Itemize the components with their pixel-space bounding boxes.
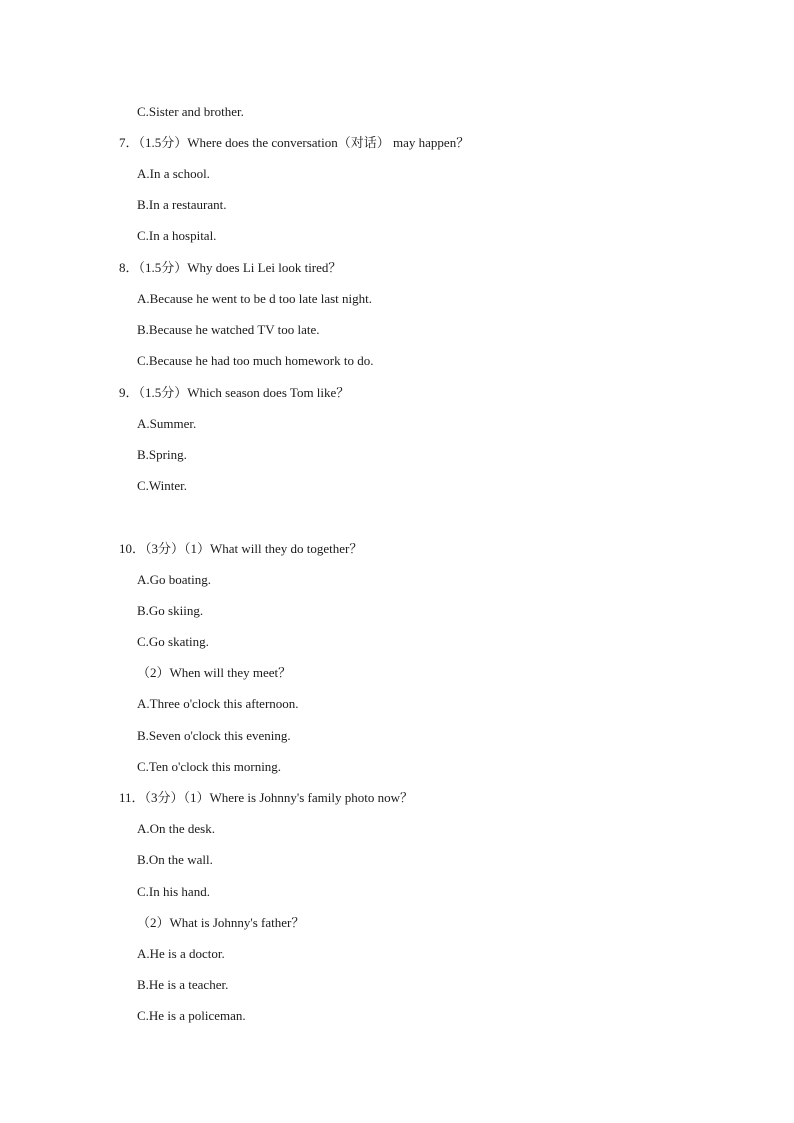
question-8: 8．（1.5分）Why does Li Lei look tired？ bbox=[119, 260, 342, 275]
question-9: 9．（1.5分）Which season does Tom like？ bbox=[119, 385, 350, 400]
option-11-2b: B.He is a teacher. bbox=[137, 977, 229, 992]
option-11-1a: A.On the desk. bbox=[137, 821, 215, 836]
option-7b: B.In a restaurant. bbox=[137, 197, 227, 212]
option-11-2a: A.He is a doctor. bbox=[137, 946, 225, 961]
option-6c: C.Sister and brother. bbox=[137, 104, 244, 119]
option-11-2c: C.He is a policeman. bbox=[137, 1008, 246, 1023]
option-10-1c: C.Go skating. bbox=[137, 634, 209, 649]
question-10: 10．（3分）（1）What will they do together？ bbox=[119, 541, 363, 556]
option-7c: C.In a hospital. bbox=[137, 228, 217, 243]
option-10-1b: B.Go skiing. bbox=[137, 603, 204, 618]
option-7a: A.In a school. bbox=[137, 166, 210, 181]
option-8c: C.Because he had too much homework to do. bbox=[137, 353, 374, 368]
option-8b: B.Because he watched TV too late. bbox=[137, 322, 320, 337]
subquestion-11-2: （2）What is Johnny's father？ bbox=[137, 915, 305, 930]
question-11: 11．（3分）（1）Where is Johnny's family photo now？ bbox=[119, 790, 413, 805]
option-10-2a: A.Three o'clock this afternoon. bbox=[137, 696, 299, 711]
option-11-1b: B.On the wall. bbox=[137, 852, 213, 867]
question-7: 7．（1.5分）Where does the conversation（对话） may happen？ bbox=[119, 135, 470, 150]
option-8a: A.Because he went to be d too late last night. bbox=[137, 291, 373, 306]
subquestion-10-2: （2）When will they meet？ bbox=[137, 665, 292, 680]
option-11-1c: C.In his hand. bbox=[137, 884, 210, 899]
option-10-2b: B.Seven o'clock this evening. bbox=[137, 728, 291, 743]
option-10-2c: C.Ten o'clock this morning. bbox=[137, 759, 282, 774]
option-9c: C.Winter. bbox=[137, 478, 188, 493]
option-9a: A.Summer. bbox=[137, 416, 197, 431]
option-10-1a: A.Go boating. bbox=[137, 572, 212, 587]
option-9b: B.Spring. bbox=[137, 447, 187, 462]
